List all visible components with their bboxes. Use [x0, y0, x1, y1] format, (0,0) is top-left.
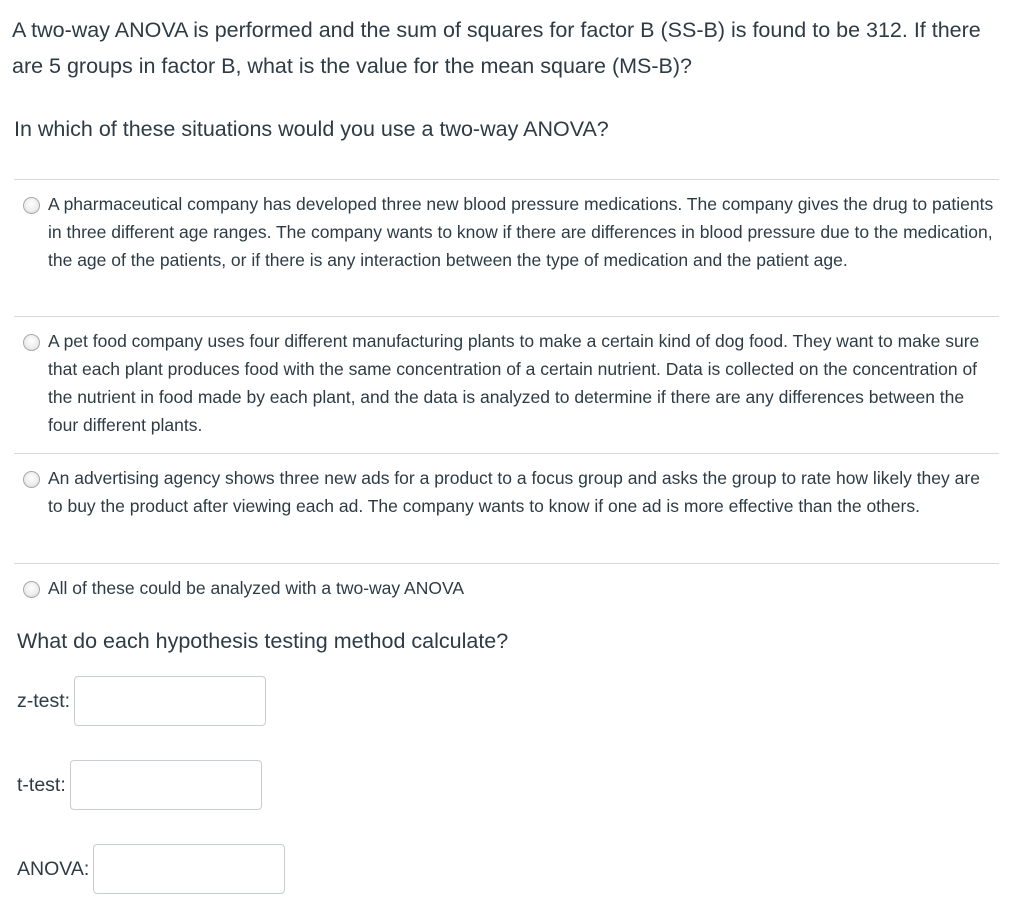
radio-button[interactable]: [23, 471, 40, 488]
z-test-input[interactable]: [74, 676, 266, 726]
option-label: An advertising agency shows three new ads for a product to a focus group and asks the group to rate how likely they are to buy the product after viewing each ad. The company wants to know if one ad is more effective than the others.: [48, 468, 980, 516]
option-label: All of these could be analyzed with a two-way ANOVA: [48, 578, 465, 598]
option-pet-food[interactable]: [14, 316, 999, 453]
option-all-of-these[interactable]: [14, 563, 999, 608]
anova-label: ANOVA:: [17, 857, 90, 880]
t-test-input[interactable]: [70, 760, 262, 810]
question-1-text: A two-way ANOVA is performed and the sum of squares for factor B (SS-B) is found to be 312. If there are 5 groups in factor B, what is the value for the mean square (MS-B)?: [12, 18, 981, 78]
t-test-label: t-test:: [17, 773, 66, 796]
radio-button[interactable]: [23, 334, 40, 351]
option-label: A pharmaceutical company has developed three new blood pressure medications. The company gives the drug to patients in three different age ranges. The company wants to know if there are differences in blood pressure due to the medication, the age of the patients, or if there is any interaction between the type of medication and the patient age.: [48, 194, 994, 270]
option-medications[interactable]: [14, 179, 999, 316]
z-test-row: [17, 676, 266, 726]
anova-input[interactable]: [93, 844, 285, 894]
question-3-prompt: What do each hypothesis testing method calculate?: [17, 629, 509, 653]
t-test-row: [17, 760, 262, 810]
anova-row: [17, 844, 285, 894]
option-label: A pet food company uses four different manufacturing plants to make a certain kind of dog food. They want to make sure that each plant produces food with the same concentration of a certain nutrient. Data is collected on the concentration of the nutrient in food made by each plant, and the data is analyzed to determine if there are any differences between the four different plants.: [48, 331, 980, 435]
radio-button[interactable]: [23, 197, 40, 214]
z-test-label: z-test:: [17, 689, 71, 712]
answer-options: [14, 179, 999, 608]
question-2-prompt: In which of these situations would you use a two-way ANOVA?: [14, 117, 609, 141]
option-advertising[interactable]: [14, 453, 999, 563]
radio-button[interactable]: [23, 581, 40, 598]
